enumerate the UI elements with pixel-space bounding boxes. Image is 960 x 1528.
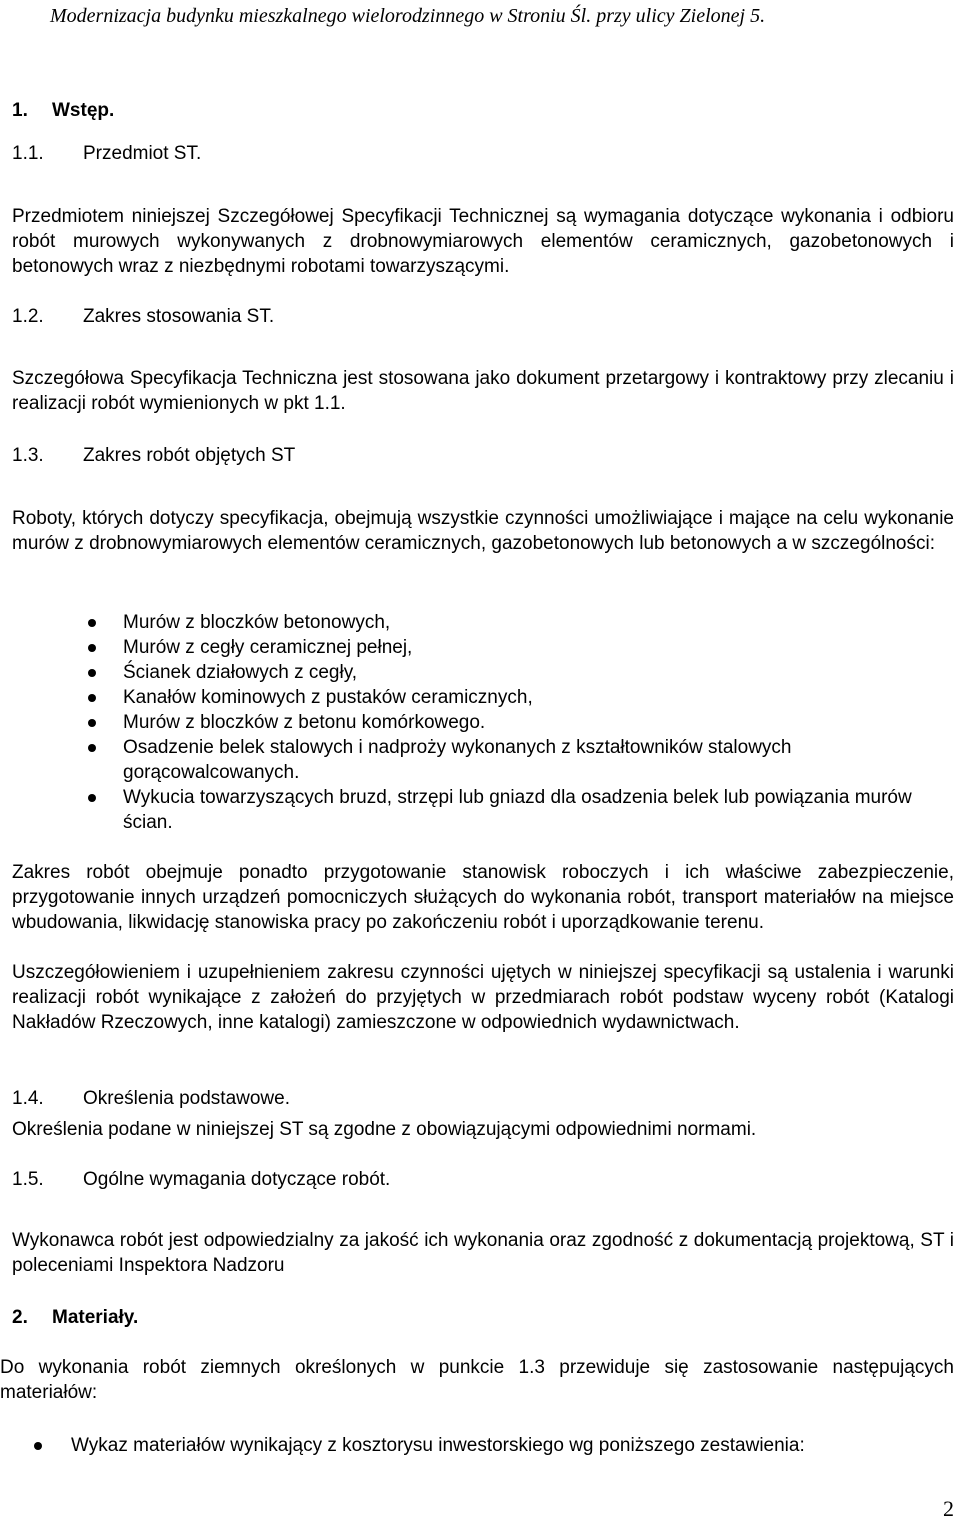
bullet-icon xyxy=(88,619,96,627)
bullet-icon xyxy=(88,794,96,802)
section-title: Zakres robót objętych ST xyxy=(83,445,296,466)
section-number: 1.1. xyxy=(12,143,44,164)
list-item: Kanałów kominowych z pustaków ceramicznych, xyxy=(12,685,912,710)
section-heading-1-3 xyxy=(12,443,954,468)
section-title: Przedmiot ST. xyxy=(83,143,202,164)
section-title: Ogólne wymagania dotyczące robót. xyxy=(83,1169,391,1190)
section-number: 1.3. xyxy=(12,445,44,466)
bullet-icon xyxy=(88,669,96,677)
bullet-icon xyxy=(88,719,96,727)
section-number: 1.2. xyxy=(12,306,44,327)
section-number: 1. xyxy=(12,100,28,121)
section-heading-1-4 xyxy=(12,1086,954,1111)
works-list xyxy=(12,610,912,835)
section-title: Określenia podstawowe. xyxy=(83,1088,290,1109)
paragraph-definitions: Określenia podane w niniejszej ST są zgodne z obowiązującymi odpowiednimi normami. xyxy=(12,1119,757,1140)
page-number: 2 xyxy=(943,1496,954,1521)
section-title: Zakres stosowania ST. xyxy=(83,306,275,327)
section-heading-1-1 xyxy=(12,141,954,166)
section-heading-1-5 xyxy=(12,1167,954,1192)
section-heading-2 xyxy=(12,1305,954,1330)
paragraph-scope-of-use: Szczegółowa Specyfikacja Techniczna jest stosowana jako dokument przetargowy i kontraktowy przy zlecaniu i realizacji robót wymienionych w pkt 1.1. xyxy=(12,368,954,414)
list-item: Osadzenie belek stalowych i nadproży wykonanych z kształtowników stalowych gorącowalcowanych. xyxy=(12,735,912,785)
running-header: Modernizacja budynku mieszkalnego wielorodzinnego w Stroniu Śl. przy ulicy Zielonej 5. xyxy=(50,5,766,27)
paragraph-subject: Przedmiotem niniejszej Szczegółowej Specyfikacji Technicznej są wymagania dotyczące wykonania i odbioru robót murowych wykonywanych z drobnowymiarowych elementów ceramicznych, gazobetonowych i betonowych wraz z niezbędnymi robotami towarzyszącymi. xyxy=(12,206,954,277)
paragraph-additional-scope: Zakres robót obejmuje ponadto przygotowanie stanowisk roboczych i ich właściwe zabezpieczenie, przygotowanie innych urządzeń pomocniczych służących do wykonania robót, transport materiałów na miejsce wbudowania, likwidację stanowiska pracy po zakończeniu robót i uporządkowanie terenu. xyxy=(12,862,954,933)
list-item: Murów z bloczków betonowych, xyxy=(12,610,912,635)
section-heading-1 xyxy=(12,98,954,123)
section-number: 1.5. xyxy=(12,1169,44,1190)
paragraph-detailing: Uszczegółowieniem i uzupełnieniem zakresu czynności ujętych w niniejszej specyfikacji są ustalenia i warunki realizacji robót wynikające z założeń do przyjętych w przedmiarach robót podstaw wyceny robót (Katalogi Nakładów Rzeczowych, inne katalogi) zamieszczone w odpowiednich wydawnictwach. xyxy=(12,962,954,1033)
paragraph-works-scope: Roboty, których dotyczy specyfikacja, obejmują wszystkie czynności umożliwiające i mające na celu wykonanie murów z drobnowymiarowych elementów ceramicznych, gazobetonowych lub betonowych a w szczególności: xyxy=(12,508,954,554)
list-item: Wykaz materiałów wynikający z kosztorysu inwestorskiego wg poniższego zestawienia: xyxy=(34,1433,960,1458)
section-heading-1-2 xyxy=(12,304,954,329)
list-item: Ścianek działowych z cegły, xyxy=(12,660,912,685)
bullet-icon xyxy=(88,644,96,652)
list-item: Murów z bloczków z betonu komórkowego. xyxy=(12,710,912,735)
bullet-icon xyxy=(88,694,96,702)
bullet-icon xyxy=(88,744,96,752)
list-item: Wykucia towarzyszących bruzd, strzępi lub gniazd dla osadzenia belek lub powiązania murów ścian. xyxy=(12,785,912,835)
section-number: 2. xyxy=(12,1307,28,1328)
list-item: Murów z cegły ceramicznej pełnej, xyxy=(12,635,912,660)
section-number: 1.4. xyxy=(12,1088,44,1109)
section-title: Wstęp. xyxy=(52,100,115,121)
paragraph-general-requirements: Wykonawca robót jest odpowiedzialny za jakość ich wykonania oraz zgodność z dokumentacją projektową, ST i poleceniami Inspektora Nadzoru xyxy=(12,1230,954,1276)
paragraph-materials: Do wykonania robót ziemnych określonych w punkcie 1.3 przewiduje się zastosowanie następujących materiałów: xyxy=(0,1357,954,1403)
bullet-icon xyxy=(34,1442,42,1450)
section-title: Materiały. xyxy=(52,1307,139,1328)
